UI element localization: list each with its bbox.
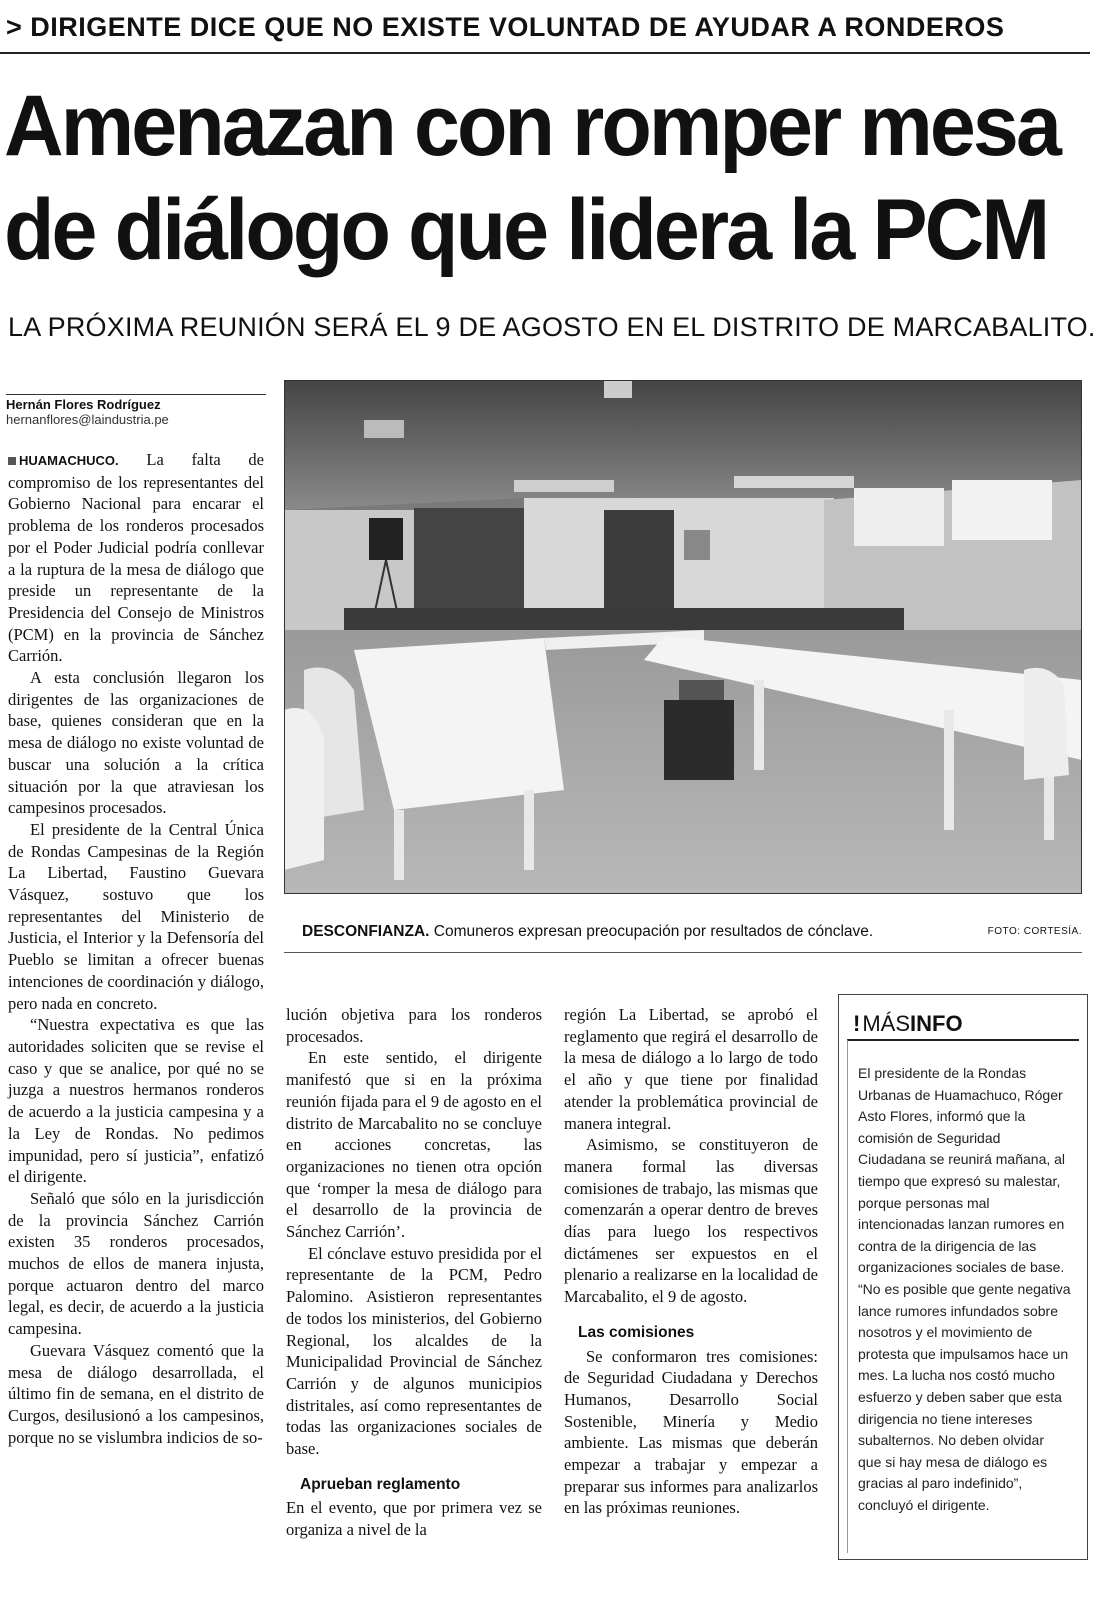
dateline-text: HUAMACHUCO. xyxy=(19,453,119,468)
photo-credit: FOTO: CORTESÍA. xyxy=(987,926,1082,937)
column-1 xyxy=(8,449,264,1448)
subhead-reglamento: Aprueban reglamento xyxy=(300,1475,461,1493)
column-3-paragraph: Asimismo, se constituyeron de manera formal las diversas comisiones de trabajo, las mismas que comenzarán a operar dentro de breves días para luego los respectivos dictámenes ser expuestos en el plenario a realizarse en la localidad de Marcabalito, el 9 de agosto. xyxy=(564,1135,818,1307)
mas-info-box xyxy=(838,994,1088,1560)
paragraph-text: La falta de compromiso de los representantes del Gobierno Nacional para encarar el problema de los ronderos procesados por el Poder Judicial podría conllevar a la ruptura de la mesa de diálogo que preside un representante de la Presidencia del Consejo de Ministros (PCM) en la provincia de Sánchez Carrión. xyxy=(8,450,264,666)
column-3 xyxy=(564,1004,818,1519)
mas-info-title xyxy=(839,995,1087,1037)
exclamation-icon: ! xyxy=(853,1011,861,1036)
mas-info-title-a: MÁS xyxy=(862,1011,911,1036)
byline-author: Hernán Flores Rodríguez xyxy=(6,397,161,412)
byline-email: hernanflores@laindustria.pe xyxy=(6,412,169,427)
headline xyxy=(4,74,1060,282)
caption-text: Comuneros expresan preocupación por resultados de cónclave. xyxy=(429,923,874,940)
column-2-paragraph: En este sentido, el dirigente manifestó que si en la próxima reunión fijada para el 9 de agosto en el distrito de Marcabalito no se concluye en acciones concretas, las organizaciones no tienen otra opción que ‘romper la mesa de diálogo para el desarrollo de la provincia de Sánchez Carrión’. xyxy=(286,1048,542,1242)
column-1-paragraph: “Nuestra expectativa es que las autoridades soliciten que se revise el caso y que se analice, por qué no se juzga a nuestros hermanos ronderos de acuerdo a la justicia campesina y a la Ley de Rondas. No pedimos impunidad, pero sí justicia”, enfatizó el dirigente. xyxy=(8,1015,264,1187)
dateline-square-icon xyxy=(8,457,16,465)
deck: LA PRÓXIMA REUNIÓN SERÁ EL 9 DE AGOSTO EN EL DISTRITO DE MARCABALITO. xyxy=(8,312,1096,342)
photo-caption xyxy=(302,923,1082,941)
column-1-paragraph xyxy=(8,449,264,667)
column-1-paragraph: Guevara Vásquez comentó que la mesa de diálogo desarrollada, el último fin de semana, en el distrito de Curgos, desilusionó a los campesinos, porque no se vislumbra indicios de so- xyxy=(8,1340,264,1447)
headline-line-2: de diálogo que lidera la PCM xyxy=(4,182,1048,278)
meeting-photo-image xyxy=(284,380,1082,894)
column-1-paragraph: Señaló que sólo en la jurisdicción de la provincia Sánchez Carrión existen 35 ronderos procesados, muchos de ellos de manera injusta, porque actuaron dentro del marco legal, es decir, de acuerdo a la justicia campesina. xyxy=(8,1188,264,1339)
caption-rule xyxy=(284,952,1082,953)
kicker: > DIRIGENTE DICE QUE NO EXISTE VOLUNTAD DE AYUDAR A RONDEROS xyxy=(6,12,1005,42)
byline xyxy=(6,394,266,427)
column-3-paragraph: región La Libertad, se aprobó el reglamento que regirá el desarrollo de la mesa de diálogo a lo largo de todo el año y que tiene por finalidad atender la problemática provincial de manera integral. xyxy=(564,1005,818,1133)
kicker-rule xyxy=(0,52,1090,54)
byline-rule xyxy=(6,394,266,395)
column-1-paragraph: A esta conclusión llegaron los dirigentes de las organizaciones de base, quienes consideran que en la mesa de diálogo no existe voluntad de buscar una solución a la crítica situación por la que atraviesan los campesinos procesados. xyxy=(8,668,264,818)
headline-line-1: Amenazan con romper mesa xyxy=(4,78,1059,174)
meeting-photo xyxy=(284,380,1082,894)
dateline xyxy=(8,453,119,468)
column-2 xyxy=(286,1004,542,1541)
column-3-paragraph: Se conformaron tres comisiones: de Seguridad Ciudadana y Derechos Humanos, Desarrollo Social Sostenible, Minería y Medio ambiente. Las mismas que deberán empezar a trabajar y empezar a preparar sus informes para analizarlos en las próximas reuniones. xyxy=(564,1346,818,1518)
mas-info-inner xyxy=(847,1039,1079,1553)
column-2-paragraph: lución objetiva para los ronderos procesados. xyxy=(286,1005,542,1046)
mas-info-title-b: INFO xyxy=(910,1011,963,1036)
caption-lead: DESCONFIANZA. xyxy=(302,923,430,940)
column-2-paragraph: En el evento, que por primera vez se organiza a nivel de la xyxy=(286,1498,542,1540)
column-2-paragraph: El cónclave estuvo presidida por el representante de la PCM, Pedro Palomino. Asistieron representantes de todos los ministerios, del Gobierno Regional, los alcaldes de la Municipalidad Provincial de Sánchez Carrión y de algunos municipios distritales, así como representantes de todas las organizaciones sociales de base. xyxy=(286,1243,542,1459)
mas-info-body: El presidente de la Rondas Urbanas de Huamachuco, Róger Asto Flores, informó que la comisión de Seguridad Ciudadana se reunirá mañana, al tiempo que expresó su malestar, porque personas mal intencionadas lanzan rumores en contra de la dirigencia de las organizaciones sociales de base. “No es posible que gente negativa lance rumores infundados sobre nosotros y el movimiento de protesta que impulsamos hace un mes. La lucha nos costó mucho esfuerzo y deben saber que esta dirigencia no tiene intereses subalternos. No deben olvidar que si hay mesa de diálogo es gracias al paro indefinido”, concluyó el dirigente. xyxy=(858,1065,1071,1513)
column-1-paragraph: El presidente de la Central Única de Rondas Campesinas de la Región La Libertad, Faustino Guevara Vásquez, sostuvo que los representantes del Ministerio de Justicia, el Interior y la Defensoría del Pueblo se limitan a ofrecer buenas intenciones de coordinación y diálogo, pero nada en concreto. xyxy=(8,819,264,1013)
subhead-comisiones: Las comisiones xyxy=(578,1323,695,1341)
